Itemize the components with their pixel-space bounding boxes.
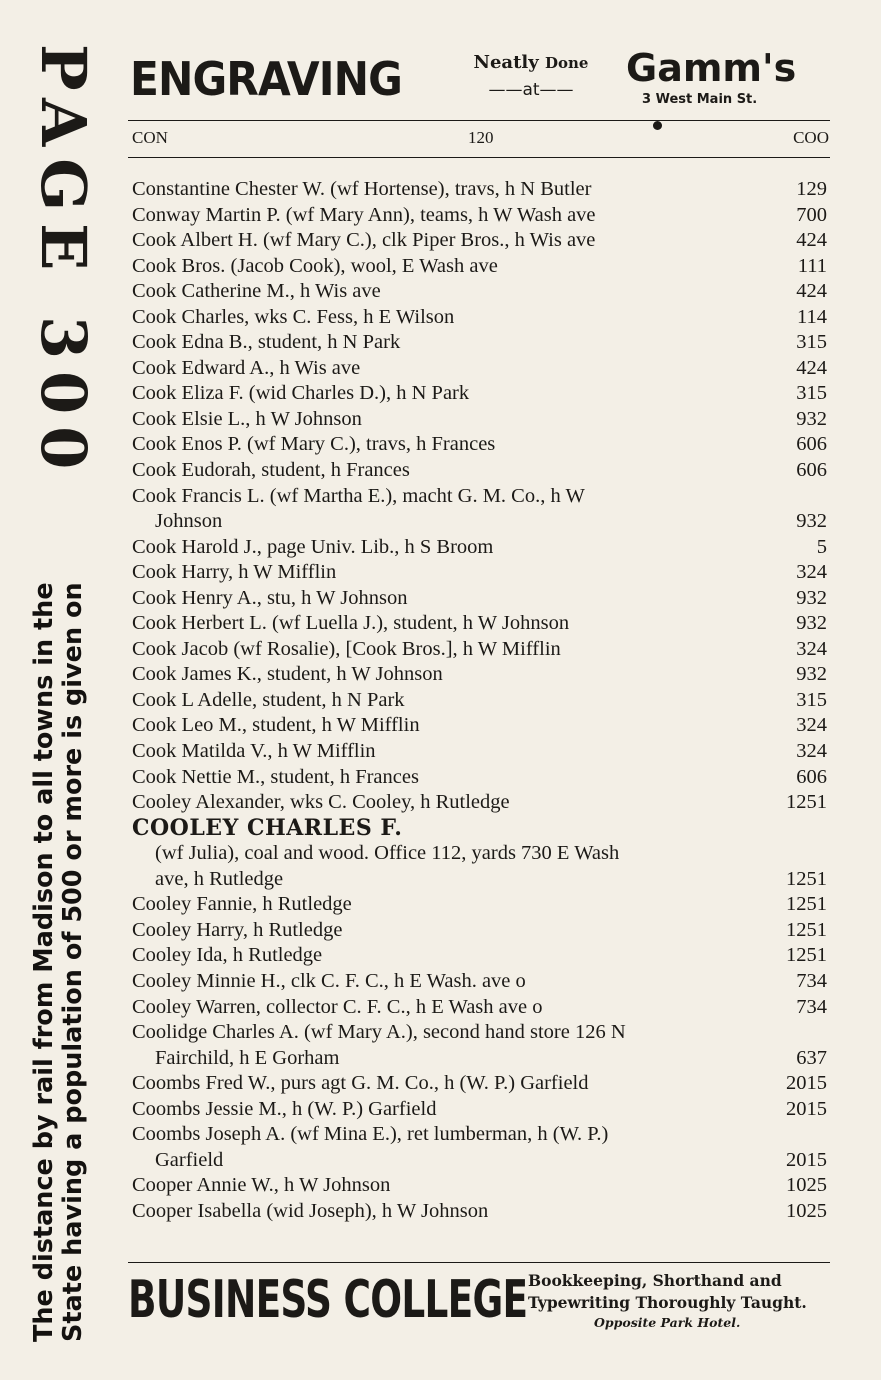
ad-college-line-1: Bookkeeping, Shorthand and — [528, 1271, 782, 1290]
directory-entry — [0, 458, 881, 484]
ad-at: ——at—— — [488, 80, 574, 100]
directory-entry — [0, 356, 881, 382]
directory-entry — [0, 918, 881, 944]
directory-entry — [0, 432, 881, 458]
entry-text: Cook Herbert L. (wf Luella J.), student, h W Johnson — [132, 612, 570, 635]
entry-number: 5 — [816, 535, 827, 558]
entry-text: Cook Eudorah, student, h Frances — [132, 459, 410, 482]
entry-text: Constantine Chester W. (wf Hortense), travs, h N Butler — [132, 178, 592, 200]
ad-neatly-done — [466, 52, 596, 73]
ad-business-college: BUSINESS COLLEGE — [128, 1270, 528, 1330]
ad-neatly: Neatly — [473, 52, 539, 73]
directory-entry — [0, 943, 881, 969]
header-left-key: CON — [132, 128, 168, 147]
directory-entry — [0, 1148, 881, 1174]
entry-text: Coolidge Charles A. (wf Mary A.), second hand store 126 N — [132, 1021, 626, 1044]
directory-entry — [0, 407, 881, 433]
entry-text: Johnson — [155, 510, 223, 533]
entry-text: Cooper Isabella (wid Joseph), h W Johnson — [132, 1199, 489, 1222]
entry-text: COOLEY CHARLES F. — [132, 814, 403, 841]
entry-number: 324 — [796, 637, 827, 660]
entry-number: 932 — [796, 407, 827, 430]
entry-number: 2015 — [786, 1148, 827, 1171]
entry-number: 424 — [796, 356, 827, 379]
entry-number: 932 — [796, 510, 827, 533]
directory-entry — [0, 765, 881, 791]
entry-text: Cook L Adelle, student, h N Park — [132, 688, 405, 711]
directory-entry — [0, 1071, 881, 1097]
entry-text: Cooley Warren, collector C. F. C., h E Wash ave o — [132, 995, 543, 1018]
entry-number: 700 — [796, 203, 827, 226]
ad-college-location: Opposite Park Hotel. — [594, 1315, 741, 1330]
side-note-line-2: State having a population of 500 or more is given on — [58, 582, 88, 1342]
entry-text: Cook Harry, h W Mifflin — [132, 561, 337, 584]
directory-entry — [0, 279, 881, 305]
entry-number: 324 — [796, 561, 827, 584]
directory-entry — [0, 1097, 881, 1123]
ad-college-line-2: Typewriting Thoroughly Taught. — [528, 1293, 807, 1312]
entry-text: Coombs Joseph A. (wf Mina E.), ret lumberman, h (W. P.) — [132, 1123, 609, 1146]
directory-entry — [0, 611, 881, 637]
entry-text: Cook Eliza F. (wid Charles D.), h N Park — [132, 382, 470, 405]
entry-text: Cook Matilda V., h W Mifflin — [132, 740, 376, 763]
entry-text: Cooper Annie W., h W Johnson — [132, 1174, 391, 1197]
ad-done: Done — [545, 54, 589, 72]
directory-entry — [0, 995, 881, 1021]
directory-entry — [0, 535, 881, 561]
entry-number: 129 — [796, 178, 827, 200]
entry-number: 324 — [796, 740, 827, 763]
directory-entries — [0, 177, 881, 1224]
directory-entry — [0, 688, 881, 714]
entry-number: 606 — [796, 459, 827, 482]
entry-number: 932 — [796, 612, 827, 635]
directory-entry — [0, 177, 881, 203]
entry-number: 606 — [796, 765, 827, 788]
directory-entry — [0, 1199, 881, 1225]
entry-text: Cook Charles, wks C. Fess, h E Wilson — [132, 305, 455, 328]
entry-text: Cooley Minnie H., clk C. F. C., h E Wash. ave o — [132, 969, 526, 992]
entry-heading — [0, 816, 881, 842]
directory-entry — [0, 892, 881, 918]
header-bottom-rule — [128, 157, 830, 158]
entry-text: Cook Elsie L., h W Johnson — [132, 407, 362, 430]
header-bullet — [653, 121, 662, 130]
entry-number: 734 — [796, 969, 827, 992]
entry-number: 324 — [796, 714, 827, 737]
entry-text: Coombs Jessie M., h (W. P.) Garfield — [132, 1097, 437, 1120]
entry-text: Cook Nettie M., student, h Frances — [132, 765, 419, 788]
entry-text: Cook Catherine M., h Wis ave — [132, 280, 381, 303]
entry-number: 1251 — [786, 918, 827, 941]
entry-text: Cook Edward A., h Wis ave — [132, 356, 361, 379]
directory-entry — [0, 254, 881, 280]
entry-text: Coombs Fred W., purs agt G. M. Co., h (W. P.) Garfield — [132, 1072, 589, 1095]
directory-entry — [0, 1173, 881, 1199]
directory-entry — [0, 330, 881, 356]
top-advertisement — [130, 46, 830, 112]
directory-entry — [0, 381, 881, 407]
entry-text: Cooley Ida, h Rutledge — [132, 944, 323, 967]
entry-number: 2015 — [786, 1072, 827, 1095]
header-right-key: COO — [793, 128, 829, 147]
directory-entry — [0, 560, 881, 586]
entry-number: 111 — [797, 254, 827, 277]
directory-entry — [0, 637, 881, 663]
entry-text: Cook Edna B., student, h N Park — [132, 331, 401, 354]
entry-number: 637 — [796, 1046, 827, 1069]
entry-number: 1025 — [786, 1199, 827, 1222]
directory-entry — [0, 867, 881, 893]
entry-text: Cook James K., student, h W Johnson — [132, 663, 443, 686]
ad-gamm-address: 3 West Main St. — [642, 92, 758, 107]
directory-entry — [0, 969, 881, 995]
entry-text: Cooley Fannie, h Rutledge — [132, 893, 352, 916]
directory-entry — [0, 841, 881, 867]
entry-text: Cook Henry A., stu, h W Johnson — [132, 586, 408, 609]
directory-entry — [0, 484, 881, 510]
directory-entry — [0, 509, 881, 535]
entry-number: 932 — [796, 586, 827, 609]
directory-entry — [0, 305, 881, 331]
entry-text: Cook Francis L. (wf Martha E.), macht G. M. Co., h W — [132, 484, 585, 507]
entry-number: 315 — [796, 382, 827, 405]
side-note-line-1: The distance by rail from Madison to all towns in the — [29, 582, 59, 1342]
directory-entry — [0, 1020, 881, 1046]
directory-entry — [0, 739, 881, 765]
ad-college-details — [528, 1270, 830, 1332]
entry-text: Garfield — [155, 1148, 224, 1171]
entry-number: 114 — [797, 305, 827, 328]
footer-rule — [128, 1262, 830, 1263]
entry-number: 1251 — [786, 944, 827, 967]
entry-number: 2015 — [786, 1097, 827, 1120]
entry-text: (wf Julia), coal and wood. Office 112, yards 730 E Wash — [155, 842, 620, 865]
entry-number: 1251 — [786, 893, 827, 916]
entry-text: Cook Leo M., student, h W Mifflin — [132, 714, 420, 737]
entry-text: Cook Harold J., page Univ. Lib., h S Broom — [132, 535, 494, 558]
directory-entry — [0, 228, 881, 254]
directory-entry — [0, 713, 881, 739]
entry-text: Cook Bros. (Jacob Cook), wool, E Wash ave — [132, 254, 498, 277]
entry-text: Cook Enos P. (wf Mary C.), travs, h Frances — [132, 433, 496, 456]
entry-text: Cooley Alexander, wks C. Cooley, h Rutledge — [132, 791, 510, 814]
entry-text: ave, h Rutledge — [155, 867, 284, 890]
entry-number: 1025 — [786, 1174, 827, 1197]
entry-number: 315 — [796, 331, 827, 354]
entry-number: 315 — [796, 688, 827, 711]
page-number: 120 — [468, 128, 494, 147]
bottom-advertisement — [128, 1270, 830, 1330]
entry-text: Cook Albert H. (wf Mary C.), clk Piper Bros., h Wis ave — [132, 229, 596, 252]
entry-number: 424 — [796, 229, 827, 252]
entry-number: 606 — [796, 433, 827, 456]
entry-text: Conway Martin P. (wf Mary Ann), teams, h W Wash ave — [132, 203, 596, 226]
directory-entry — [0, 203, 881, 229]
entry-number: 1251 — [786, 867, 827, 890]
entry-text: Fairchild, h E Gorham — [155, 1046, 340, 1069]
directory-entry — [0, 586, 881, 612]
directory-entry — [0, 662, 881, 688]
entry-number: 424 — [796, 280, 827, 303]
directory-entry — [0, 790, 881, 816]
ad-engraving-title: ENGRAVING — [130, 52, 402, 106]
entry-text: Cooley Harry, h Rutledge — [132, 918, 343, 941]
entry-number: 932 — [796, 663, 827, 686]
entry-text: Cook Jacob (wf Rosalie), [Cook Bros.], h W Mifflin — [132, 637, 561, 660]
side-page-reference: PAGE 300 — [27, 44, 100, 482]
directory-entry — [0, 1122, 881, 1148]
header-top-rule — [128, 120, 830, 121]
entry-number: 734 — [796, 995, 827, 1018]
directory-entry — [0, 1046, 881, 1072]
entry-number: 1251 — [786, 791, 827, 814]
ad-gamm-name: Gamm's — [626, 46, 797, 90]
